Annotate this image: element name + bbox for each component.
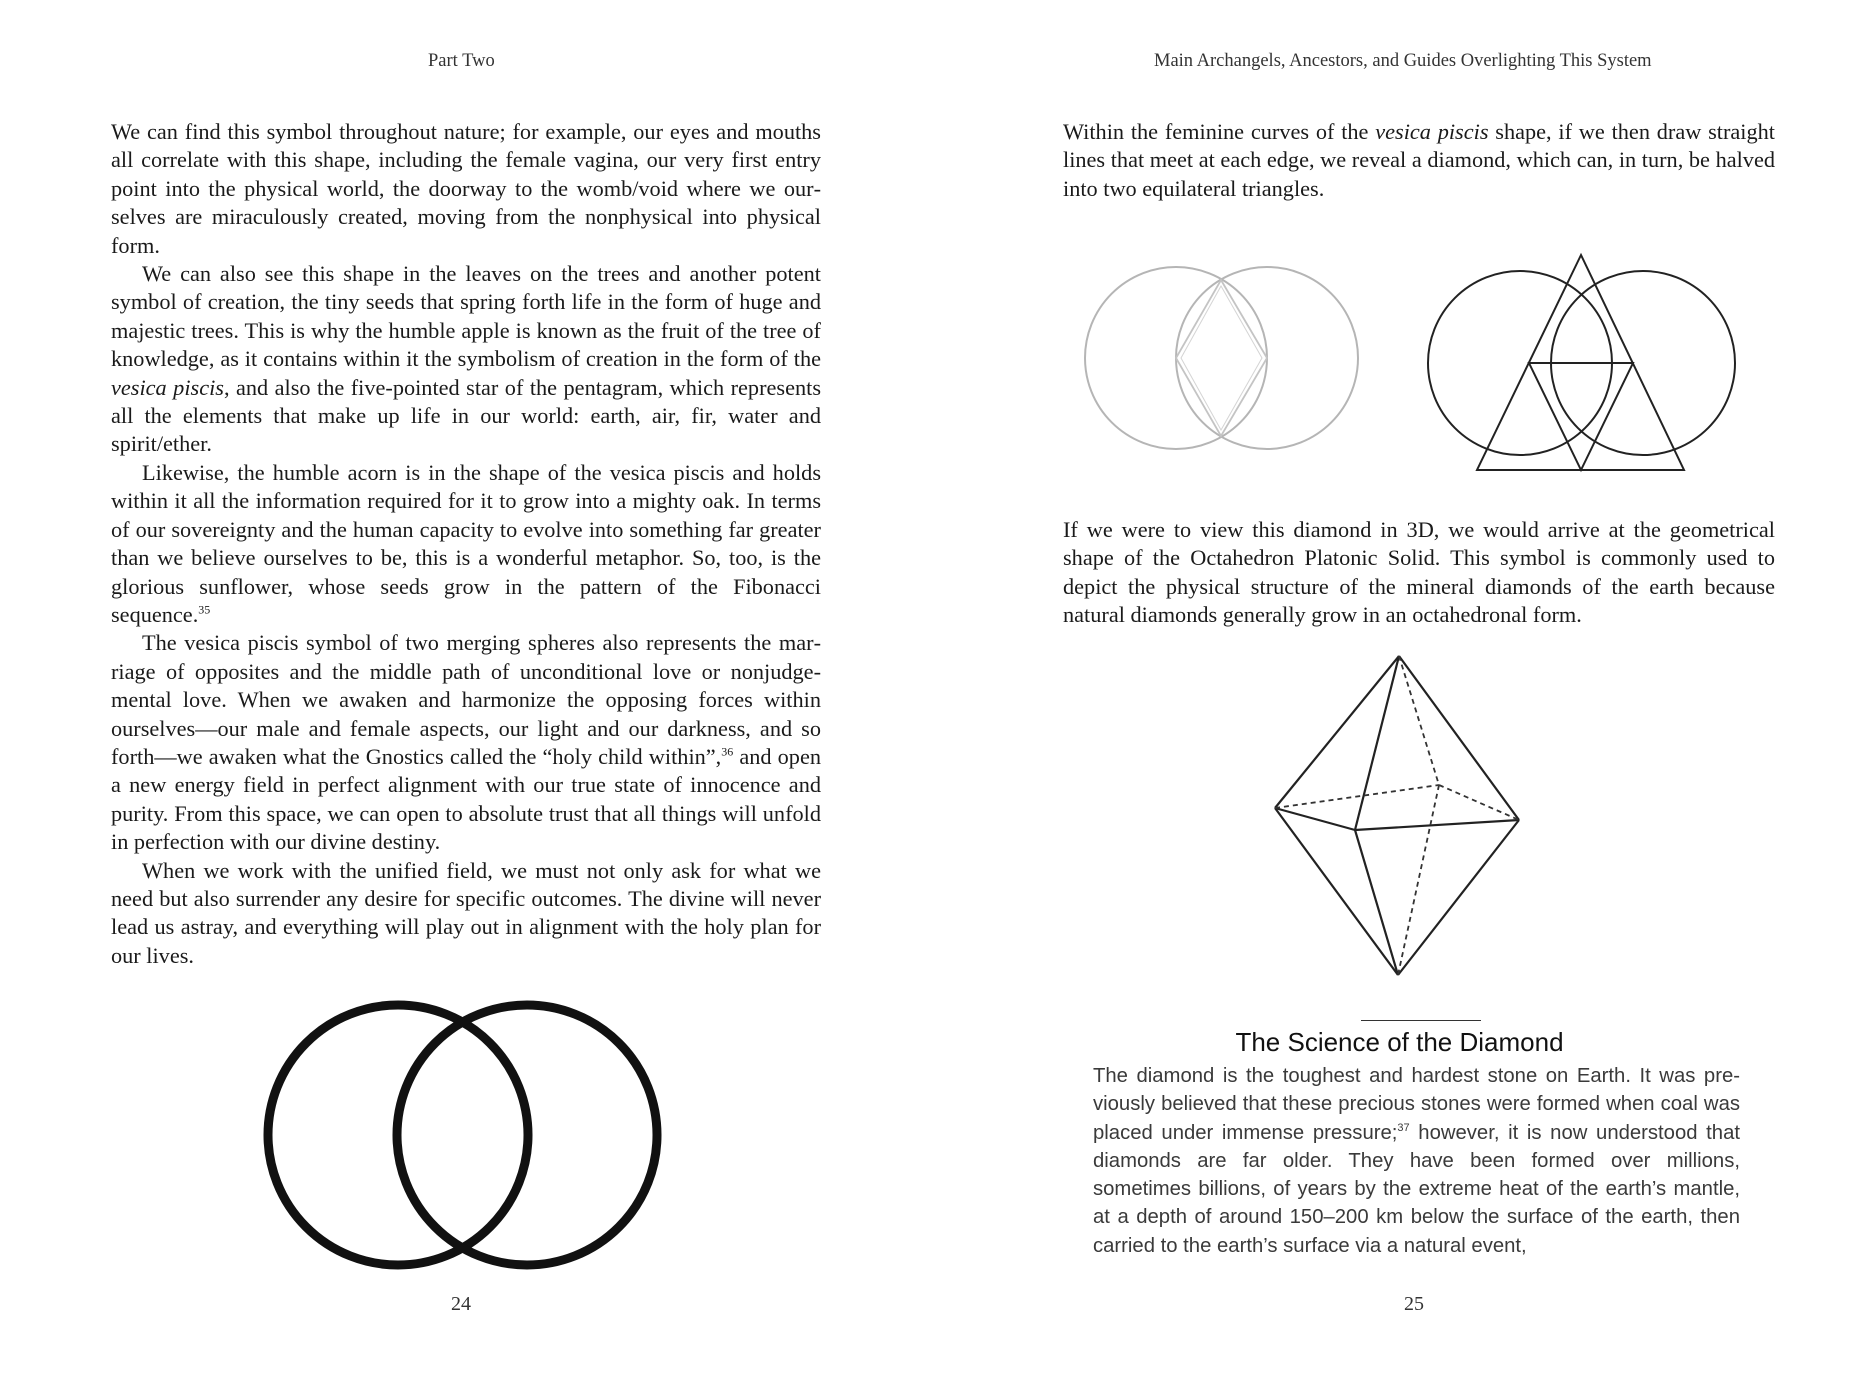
sidebar-text bbox=[1093, 1062, 1740, 1260]
vesica-piscis-figure bbox=[255, 995, 675, 1275]
page-number-right: 25 bbox=[1404, 1293, 1424, 1315]
diamond-shape bbox=[1176, 280, 1267, 436]
footnote-ref-37: 37 bbox=[1397, 1121, 1410, 1134]
triangles-figure bbox=[1388, 238, 1778, 498]
right-paragraph-2: If we were to view this diamond in 3D, we would arrive at the geometrical shape of the Octahedron Platonic Solid. This symbol is commonly used to depict the physical structure of the mineral diamonds of the earth because natural diamonds generally grow in an octahedronal form. bbox=[1063, 517, 1775, 628]
sidebar-heading: The Science of the Diamond bbox=[1235, 1027, 1564, 1057]
paragraph-4: The vesica piscis symbol of two merging spheres also represents the marriage of opposites and the middle path of unconditional love or nonjudgemental love. When we awaken and harmonize the opposing forces within ourselves—our male and female aspects, our light and our darkness, and so forth—we awaken what the Gnostics called the “holy child within”,$^{36}$ and open a new energy field in perfect alignment with our true state of innocence and purity. From this space, we can open to absolute trust that all things will unfold in perfection with our divine destiny. bbox=[111, 630, 821, 855]
right-paragraph-1: Within the feminine curves of the vesica piscis shape, if we then draw straight lines that meet at each edge, we reveal a diamond, which can, in turn, be halved into two equilateral triangles. bbox=[1063, 119, 1775, 201]
paragraph-1: We can find this symbol throughout nature; for example, our eyes and mouths all correlate with this shape, including the female vagina, our very first entry point into the physical world, the doorway to the womb/void where we ourselves are miraculously created, moving from the nonphysical into physical form. bbox=[111, 119, 821, 258]
right-page bbox=[933, 0, 1866, 1400]
edge-bottom-left bbox=[1275, 808, 1398, 975]
octahedron-figure bbox=[1258, 650, 1578, 990]
diamond-inner-shape bbox=[1181, 286, 1262, 430]
edge-hidden-left bbox=[1275, 785, 1439, 808]
vesica-diamond-figure bbox=[1073, 258, 1373, 458]
running-head-left: Part Two bbox=[428, 51, 495, 71]
paragraph-2: We can also see this shape in the leaves on the trees and another potent symbol of creation, the tiny seeds that spring forth life in the form of huge and majestic trees. This is why the humble apple is known as the fruit of the tree of knowledge, as it contains within it the symbolism of creation in the form of the vesica piscis, and also the five-pointed star of the pentagram, which represents all the elements that make up life in our world: earth, air, fir, water and spirit/ether. bbox=[111, 261, 821, 457]
page-number-left: 24 bbox=[451, 1293, 471, 1315]
right-intro-text bbox=[1063, 118, 1775, 203]
running-head-right: Main Archangels, Ancestors, and Guides Overlighting This System bbox=[1154, 51, 1652, 71]
edge-hidden-bottom bbox=[1398, 785, 1439, 975]
right-second-text bbox=[1063, 516, 1775, 630]
edge-front-right bbox=[1355, 820, 1519, 830]
edge-hidden-top bbox=[1399, 656, 1439, 785]
footnote-ref-36: 36 bbox=[721, 744, 734, 759]
paragraph-3: Likewise, the humble acorn is in the shape of the vesica piscis and holds within it all the information required for it to grow into a mighty oak. In terms of our sovereignty and the human capacity to evolve into something far greater than we believe ourselves to be, this is a wonderful metaphor. So, too, is the glorious sunflower, whose seeds grow in the pattern of the Fibonacci sequence.$^{35}$ bbox=[111, 459, 821, 627]
edge-front-left bbox=[1275, 808, 1355, 830]
inner-triangle bbox=[1529, 363, 1633, 470]
edge-top-right bbox=[1399, 656, 1519, 820]
left-body-text bbox=[111, 118, 821, 970]
edge-bottom-right bbox=[1398, 820, 1519, 975]
edge-bottom-front bbox=[1355, 830, 1398, 975]
paragraph-5: When we work with the unified field, we must not only ask for what we need but also surrender any desire for specific outcomes. The divine will never lead us astray, and everything will play out in alignment with the holy plan for our lives. bbox=[111, 857, 821, 968]
footnote-ref-35: 35 bbox=[198, 602, 211, 617]
sidebar-paragraph: The diamond is the toughest and hardest stone on Earth. It was previously believed that these precious stones were formed when coal was placed under immense pressure;$^{37}$ however, it is now understood that diamonds are far older. They have been formed over millions, sometimes billions, of years by the extreme heat of the earth’s mantle, at a depth of around 150–200 km below the surface of the earth, then carried to the earth’s surface via a natural event, bbox=[1093, 1065, 1740, 1257]
section-divider bbox=[1361, 1020, 1481, 1021]
